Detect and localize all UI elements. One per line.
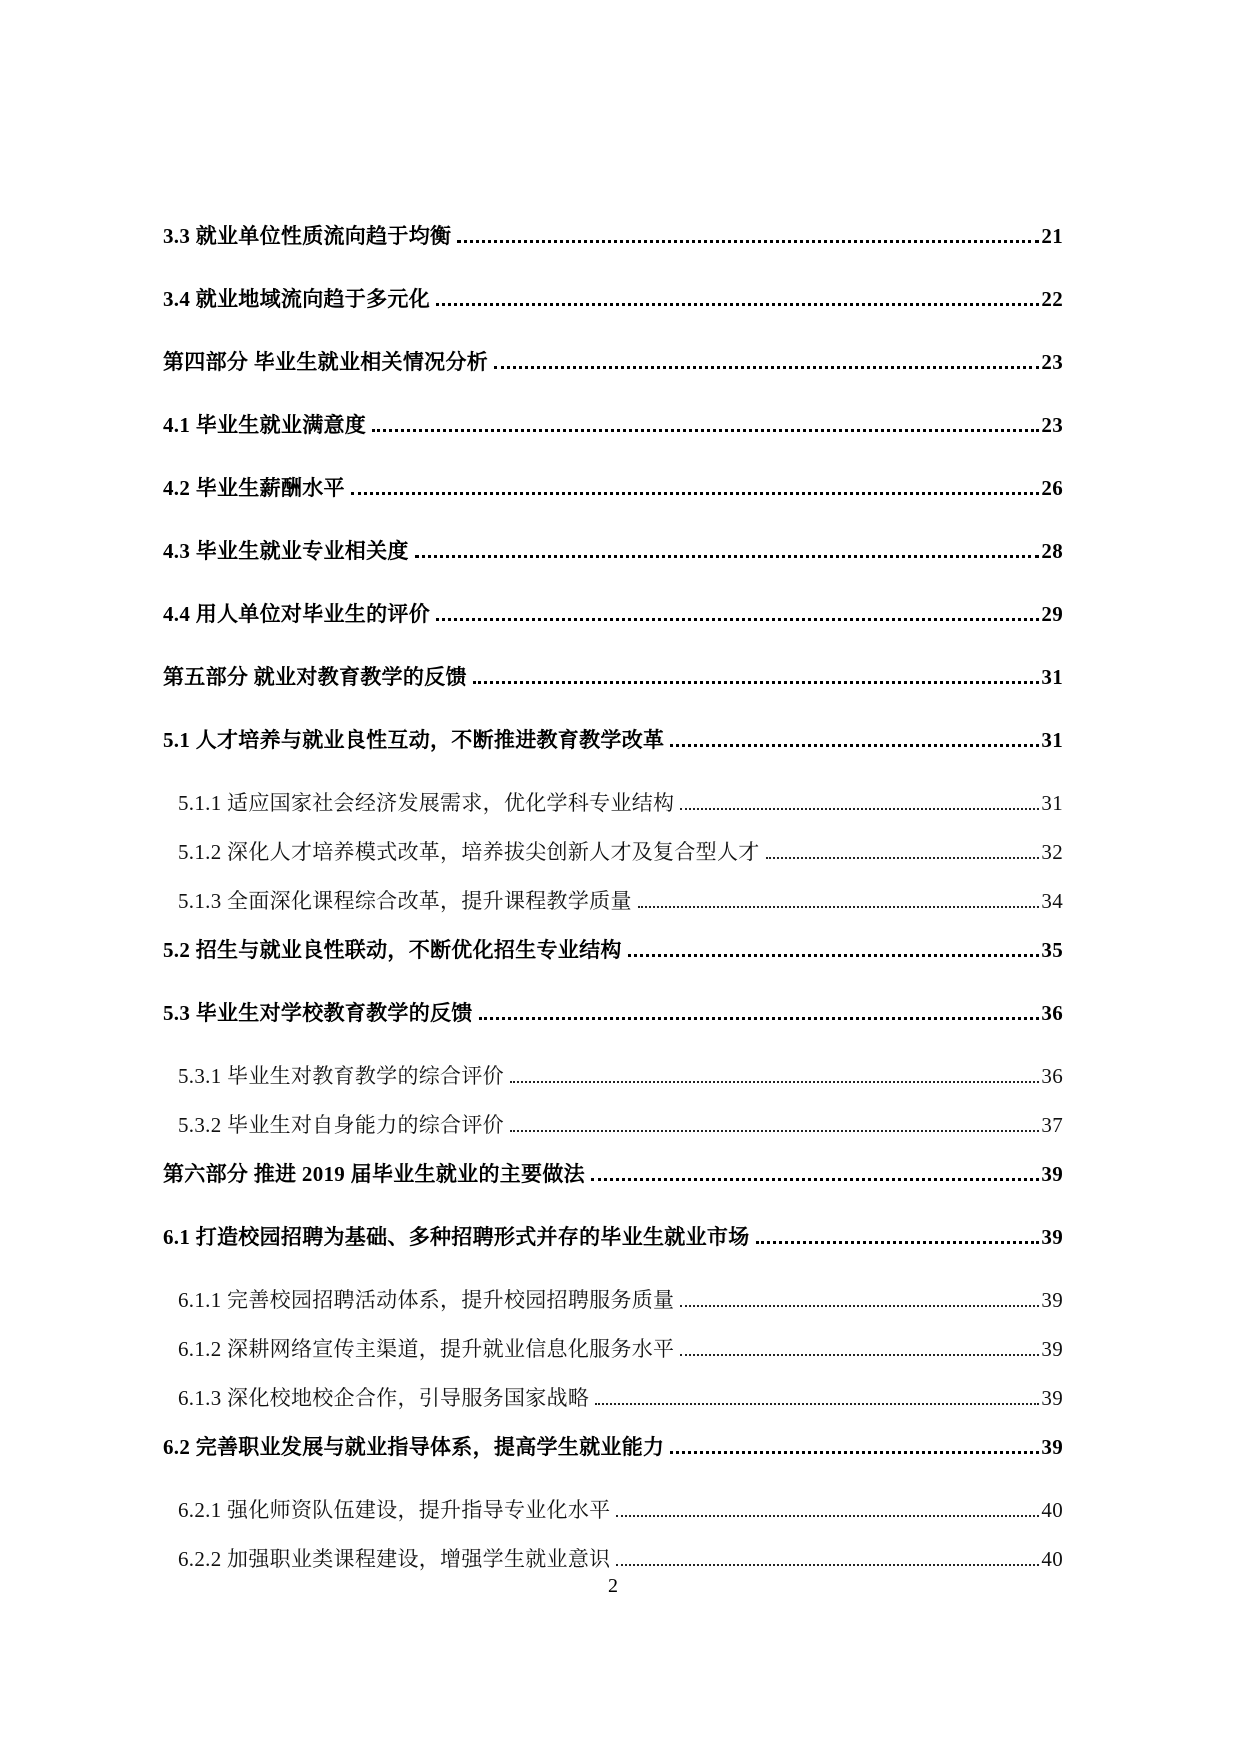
toc-entry[interactable] <box>163 351 1063 373</box>
toc-entry-label: 5.3.1 毕业生对教育教学的综合评价 <box>178 1064 504 1088</box>
toc-dot-leader <box>510 1081 1039 1083</box>
toc-entry-label: 5.1.1 适应国家社会经济发展需求，优化学科专业结构 <box>178 791 675 815</box>
toc-dot-leader <box>756 1241 1040 1244</box>
toc-entry-label: 第五部分 就业对教育教学的反馈 <box>163 665 467 689</box>
toc-list <box>163 225 1063 1570</box>
toc-entry[interactable] <box>163 1289 1063 1311</box>
toc-dot-leader <box>670 744 1039 747</box>
toc-dot-leader <box>494 366 1039 369</box>
toc-entry[interactable] <box>163 1436 1063 1458</box>
toc-entry-label: 4.1 毕业生就业满意度 <box>163 413 367 437</box>
toc-entry-label: 5.3 毕业生对学校教育教学的反馈 <box>163 1001 473 1025</box>
toc-entry[interactable] <box>163 1387 1063 1409</box>
toc-entry-page: 21 <box>1041 224 1063 248</box>
toc-entry-label: 3.4 就业地域流向趋于多元化 <box>163 287 430 311</box>
toc-entry-page: 36 <box>1041 1064 1063 1088</box>
toc-entry-page: 40 <box>1041 1547 1063 1571</box>
toc-entry[interactable] <box>163 1548 1063 1570</box>
toc-dot-leader <box>616 1515 1039 1517</box>
toc-dot-leader <box>473 681 1040 684</box>
toc-entry[interactable] <box>163 1163 1063 1185</box>
toc-entry-page: 26 <box>1041 476 1063 500</box>
toc-dot-leader <box>479 1017 1040 1020</box>
toc-entry-page: 23 <box>1041 350 1063 374</box>
toc-entry-label: 6.2.2 加强职业类课程建设，增强学生就业意识 <box>178 1547 611 1571</box>
toc-entry-label: 5.1.2 深化人才培养模式改革，培养拔尖创新人才及复合型人才 <box>178 840 760 864</box>
toc-dot-leader <box>351 492 1040 495</box>
toc-entry-label: 4.3 毕业生就业专业相关度 <box>163 539 409 563</box>
toc-entry-page: 32 <box>1041 840 1063 864</box>
toc-dot-leader <box>638 906 1040 908</box>
toc-entry-page: 31 <box>1041 728 1063 752</box>
toc-dot-leader <box>628 954 1040 957</box>
toc-entry-page: 29 <box>1041 602 1063 626</box>
toc-entry-label: 6.1.3 深化校地校企合作，引导服务国家战略 <box>178 1386 590 1410</box>
toc-entry[interactable] <box>163 477 1063 499</box>
toc-entry-page: 39 <box>1041 1337 1063 1361</box>
toc-entry-page: 34 <box>1041 889 1063 913</box>
toc-entry[interactable] <box>163 603 1063 625</box>
toc-entry[interactable] <box>163 225 1063 247</box>
toc-entry[interactable] <box>163 792 1063 814</box>
toc-entry-page: 40 <box>1041 1498 1063 1522</box>
toc-entry[interactable] <box>163 939 1063 961</box>
toc-dot-leader <box>680 1354 1039 1356</box>
toc-entry-page: 39 <box>1041 1288 1063 1312</box>
toc-entry-label: 6.1 打造校园招聘为基础、多种招聘形式并存的毕业生就业市场 <box>163 1225 750 1249</box>
toc-entry-page: 37 <box>1041 1113 1063 1137</box>
toc-entry-label: 5.1.3 全面深化课程综合改革，提升课程教学质量 <box>178 889 632 913</box>
toc-entry-page: 39 <box>1041 1386 1063 1410</box>
toc-dot-leader <box>372 429 1039 432</box>
toc-entry[interactable] <box>163 1065 1063 1087</box>
toc-entry[interactable] <box>163 729 1063 751</box>
toc-entry-page: 39 <box>1041 1435 1063 1459</box>
toc-entry-label: 4.4 用人单位对毕业生的评价 <box>163 602 430 626</box>
toc-entry-page: 39 <box>1041 1225 1063 1249</box>
toc-entry-label: 3.3 就业单位性质流向趋于均衡 <box>163 224 452 248</box>
toc-entry-page: 31 <box>1041 665 1063 689</box>
toc-entry-label: 4.2 毕业生薪酬水平 <box>163 476 345 500</box>
toc-entry-label: 6.1.1 完善校园招聘活动体系，提升校园招聘服务质量 <box>178 1288 675 1312</box>
toc-dot-leader <box>436 618 1039 621</box>
toc-entry[interactable] <box>163 540 1063 562</box>
toc-dot-leader <box>457 240 1039 243</box>
toc-entry[interactable] <box>163 666 1063 688</box>
toc-entry-page: 31 <box>1041 791 1063 815</box>
toc-entry-page: 36 <box>1041 1001 1063 1025</box>
toc-entry[interactable] <box>163 890 1063 912</box>
toc-entry-page: 22 <box>1041 287 1063 311</box>
toc-dot-leader <box>680 808 1039 810</box>
toc-entry-label: 5.3.2 毕业生对自身能力的综合评价 <box>178 1113 504 1137</box>
toc-entry[interactable] <box>163 1226 1063 1248</box>
page-footer <box>163 1575 1063 1597</box>
toc-dot-leader <box>436 303 1039 306</box>
toc-entry[interactable] <box>163 414 1063 436</box>
toc-entry[interactable] <box>163 1338 1063 1360</box>
toc-entry-page: 28 <box>1041 539 1063 563</box>
toc-entry-label: 5.1 人才培养与就业良性互动，不断推进教育教学改革 <box>163 728 665 752</box>
toc-dot-leader <box>616 1564 1039 1566</box>
toc-entry[interactable] <box>163 1499 1063 1521</box>
toc-entry-label: 6.2 完善职业发展与就业指导体系，提高学生就业能力 <box>163 1435 665 1459</box>
toc-entry[interactable] <box>163 1002 1063 1024</box>
toc-entry-page: 35 <box>1041 938 1063 962</box>
toc-entry[interactable] <box>163 841 1063 863</box>
toc-entry-label: 5.2 招生与就业良性联动，不断优化招生专业结构 <box>163 938 622 962</box>
toc-dot-leader <box>591 1178 1039 1181</box>
toc-dot-leader <box>415 555 1040 558</box>
toc-dot-leader <box>670 1451 1039 1454</box>
toc-dot-leader <box>680 1305 1039 1307</box>
toc-entry-label: 第六部分 推进 2019 届毕业生就业的主要做法 <box>163 1162 585 1186</box>
toc-entry-label: 第四部分 毕业生就业相关情况分析 <box>163 350 489 374</box>
toc-entry-page: 23 <box>1041 413 1063 437</box>
toc-dot-leader <box>510 1130 1039 1132</box>
toc-entry-page: 39 <box>1041 1162 1063 1186</box>
toc-entry[interactable] <box>163 1114 1063 1136</box>
toc-dot-leader <box>766 857 1040 859</box>
toc-entry[interactable] <box>163 288 1063 310</box>
page-number: 2 <box>608 1575 618 1597</box>
toc-dot-leader <box>595 1403 1039 1405</box>
toc-entry-label: 6.2.1 强化师资队伍建设，提升指导专业化水平 <box>178 1498 611 1522</box>
toc-entry-label: 6.1.2 深耕网络宣传主渠道，提升就业信息化服务水平 <box>178 1337 675 1361</box>
